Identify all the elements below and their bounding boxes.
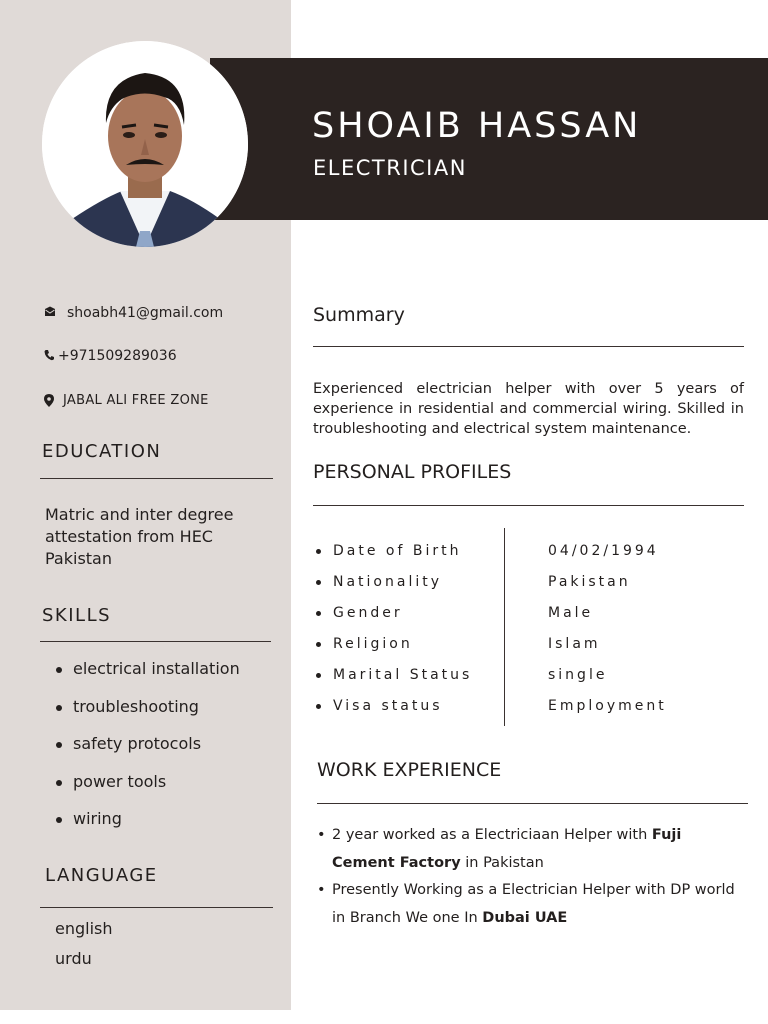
skill-label: safety protocols bbox=[73, 734, 202, 753]
education-heading: EDUCATION bbox=[42, 441, 162, 462]
profile-photo bbox=[42, 41, 248, 247]
bullet-icon bbox=[316, 642, 321, 647]
contact-email bbox=[44, 305, 223, 321]
summary-text: Experienced electrician helper with over 5 years of experience in residential and commercial wiring. Skilled in troubleshooting and electrical system maintenance. bbox=[313, 381, 744, 437]
skill-label: power tools bbox=[73, 771, 167, 791]
language-item: english bbox=[55, 919, 113, 938]
skills-list bbox=[56, 657, 240, 845]
language-heading: LANGUAGE bbox=[45, 865, 158, 886]
profiles-heading: PERSONAL PROFILES bbox=[313, 461, 512, 483]
bullet-icon bbox=[316, 704, 321, 709]
work-divider bbox=[317, 803, 748, 804]
work-text-part: 2 year worked as a Electriciaan Helper with bbox=[332, 827, 652, 843]
work-location: Dubai UAE bbox=[482, 909, 568, 926]
skill-item bbox=[56, 695, 240, 733]
bullet-icon: • bbox=[317, 827, 326, 843]
profile-value: Islam bbox=[548, 636, 601, 652]
profile-value: Male bbox=[548, 605, 594, 621]
skill-item bbox=[56, 732, 240, 770]
skills-heading: SKILLS bbox=[42, 605, 112, 626]
location-text: JABAL ALI FREE ZONE bbox=[63, 393, 209, 408]
work-heading: WORK EXPERIENCE bbox=[317, 759, 502, 781]
profile-label-item bbox=[316, 540, 472, 571]
profile-label-item bbox=[316, 695, 472, 726]
profiles-column-divider bbox=[504, 528, 505, 726]
contact-phone bbox=[44, 348, 177, 364]
profile-value: Pakistan bbox=[548, 574, 631, 590]
bullet-icon bbox=[56, 742, 62, 748]
profile-label: Visa status bbox=[333, 698, 443, 714]
skill-item bbox=[56, 770, 240, 808]
education-divider bbox=[40, 478, 273, 479]
profile-label-item bbox=[316, 602, 472, 633]
profile-label: Date of Birth bbox=[333, 543, 462, 559]
email-text: shoabh41@gmail.com bbox=[67, 305, 224, 321]
contact-location bbox=[44, 393, 209, 408]
bullet-icon bbox=[56, 817, 62, 823]
bullet-icon bbox=[56, 780, 62, 786]
work-item bbox=[317, 822, 737, 877]
work-text bbox=[332, 877, 737, 932]
skill-item bbox=[56, 807, 240, 845]
bullet-icon bbox=[316, 549, 321, 554]
map-pin-icon bbox=[44, 394, 54, 408]
profile-label-item bbox=[316, 664, 472, 695]
profile-value: single bbox=[548, 667, 608, 683]
summary-heading: Summary bbox=[313, 304, 405, 326]
work-item bbox=[317, 877, 737, 932]
profile-labels bbox=[316, 540, 472, 726]
language-divider bbox=[40, 907, 273, 908]
profile-value: 04/02/1994 bbox=[548, 543, 659, 559]
phone-text: +971509289036 bbox=[58, 348, 177, 364]
language-item: urdu bbox=[55, 949, 92, 968]
bullet-icon bbox=[56, 667, 62, 673]
work-employer: Fuji Cement Factory bbox=[332, 827, 682, 871]
profile-label: Marital Status bbox=[333, 667, 473, 683]
skill-label: troubleshooting bbox=[73, 696, 199, 716]
candidate-name: SHOAIB HASSAN bbox=[312, 106, 642, 146]
bullet-icon bbox=[316, 611, 321, 616]
skill-label: wiring bbox=[73, 809, 122, 828]
phone-icon bbox=[44, 349, 54, 363]
profile-values bbox=[548, 540, 667, 726]
profile-value: Employment bbox=[548, 698, 667, 714]
profile-label: Nationality bbox=[333, 574, 443, 590]
bullet-icon bbox=[56, 705, 62, 711]
profile-label-item bbox=[316, 633, 472, 664]
job-title: ELECTRICIAN bbox=[313, 156, 467, 180]
skills-divider bbox=[40, 641, 271, 642]
education-text: Matric and inter degree attestation from HEC Pakistan bbox=[45, 505, 234, 568]
bullet-icon bbox=[316, 580, 321, 585]
skill-label: electrical installation bbox=[73, 659, 240, 678]
skill-item bbox=[56, 657, 240, 695]
work-list bbox=[317, 822, 737, 932]
envelope-icon bbox=[44, 306, 58, 320]
profile-label: Religion bbox=[333, 636, 413, 652]
work-text-part: Presently Working as a Electrician Helper with DP world in Branch We one In bbox=[332, 882, 735, 926]
language-list bbox=[55, 918, 113, 978]
bullet-icon: • bbox=[317, 882, 326, 898]
work-text-part: in Pakistan bbox=[460, 854, 544, 871]
profiles-divider bbox=[313, 505, 744, 506]
work-text bbox=[332, 822, 737, 877]
profile-label: Gender bbox=[333, 605, 403, 621]
profile-label-item bbox=[316, 571, 472, 602]
bullet-icon bbox=[316, 673, 321, 678]
summary-divider bbox=[313, 346, 744, 347]
